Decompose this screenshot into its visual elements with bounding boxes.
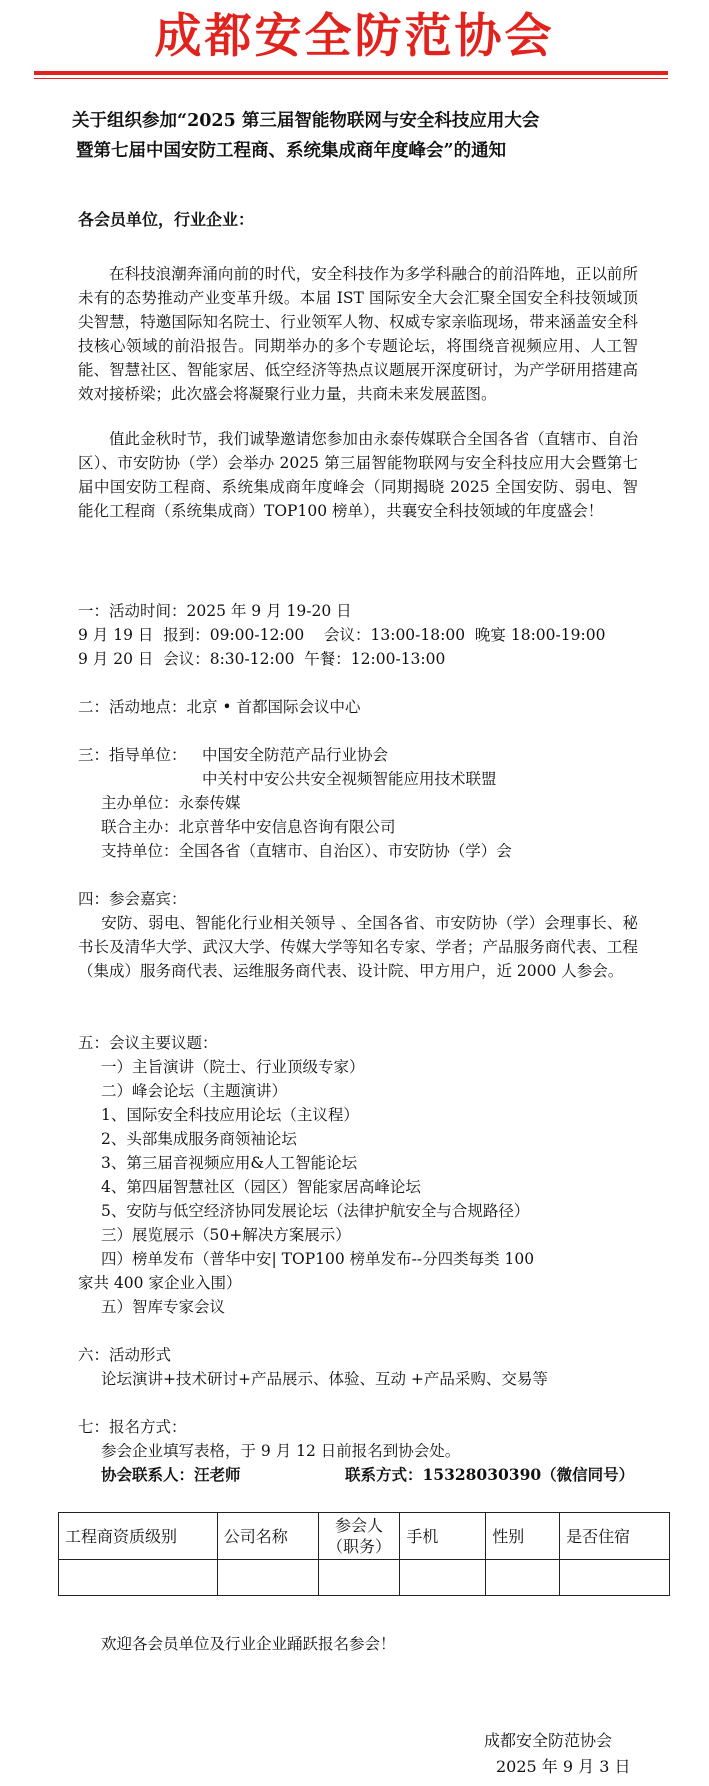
registration-table [58,1512,670,1596]
table-cell-company[interactable] [217,1560,318,1596]
topic-item: 二）峰会论坛（主题演讲） [101,1082,288,1100]
salutation: 各会员单位，行业企业： [78,210,255,229]
column-header-gender: 性别 [486,1513,560,1560]
guide-unit-2: 中关村中安公共安全视频智能应用技术联盟 [202,770,497,788]
contact-person: 协会联系人：汪老师 [101,1465,241,1484]
format-description: 论坛演讲+技术研讨+产品展示、体验、互动 +产品采购、交易等 [101,1370,548,1388]
section-registration-heading: 七：报名方式： [78,1418,187,1436]
cohost-unit: 联合主办：北京普华中安信息咨询有限公司 [101,818,396,836]
table-cell-attendee[interactable] [318,1560,400,1596]
column-header-company: 公司名称 [217,1513,318,1560]
section-guests-heading: 四：参会嘉宾： [78,890,187,908]
table-cell-qualification[interactable] [59,1560,218,1596]
table-cell-gender[interactable] [486,1560,560,1596]
table-row [59,1560,670,1596]
title-line-1: 关于组织参加“2025 第三届智能物联网与安全科技应用大会 [72,111,540,131]
topic-item: 5、安防与低空经济协同发展论坛（法律护航安全与合规路径） [101,1202,530,1220]
topic-item: 2、头部集成服务商领袖论坛 [101,1130,297,1148]
association-masthead: 成都安全防范协会 [154,9,555,64]
table-header-row [59,1513,670,1560]
attendee-position-label: （职务） [326,1537,391,1556]
signature-date: 2025 年 9 月 3 日 [496,1757,631,1776]
topic-item: 1、国际安全科技应用论坛（主议程） [101,1106,359,1124]
support-unit: 支持单位：全国各省（直辖市、自治区）、市安防协（学）会 [101,842,512,860]
topic-item: 三）展览展示（50+解决方案展示） [101,1226,351,1244]
closing-invitation: 欢迎各会员单位及行业企业踊跃报名参会！ [101,1635,396,1653]
schedule-day-2: 9 月 20 日 会议：8:30-12:00 午餐：12:00-13:00 [78,650,446,668]
section-time-heading: 一：活动时间：2025 年 9 月 19-20 日 [78,602,352,620]
section-organizers-label: 三：指导单位： [78,746,187,764]
intro-paragraph-1: 在科技浪潮奔涌向前的时代，安全科技作为多学科融合的前沿阵地，正以前所未有的态势推动产业变革升级。本届 IST 国际安全大会汇聚全国安全科技领域顶尖智慧，特邀国际知名院士、行业领军人物、权威专家亲临现场，带来涵盖安全科技核心领域的前沿报告。同期举办的多个专题论坛，将围绕音视频应用、人工智能、智慧社区、智能家居、低空经济等热点议题展开深度研讨，为产学研用搭建高效对接桥梁；此次盛会将凝聚行业力量，共商未来发展蓝图。 [78,265,638,403]
topic-item: 四）榜单发布（普华中安| TOP100 榜单发布--分四类每类 100 [101,1250,535,1268]
host-unit: 主办单位：永泰传媒 [101,794,241,812]
column-header-attendee [318,1513,400,1560]
header-rule-thick [34,71,668,75]
guide-unit-1: 中国安全防范产品行业协会 [202,746,389,764]
section-venue: 二：活动地点：北京 • 首都国际会议中心 [78,698,361,716]
topic-item-continued: 家共 400 家企业入围） [78,1274,242,1292]
table-cell-accommodation[interactable] [560,1560,670,1596]
attendee-label: 参会人 [334,1516,383,1535]
column-header-qualification: 工程商资质级别 [59,1513,218,1560]
table-cell-phone[interactable] [400,1560,486,1596]
header-rule-thin [34,78,668,79]
registration-instruction: 参会企业填写表格，于 9 月 12 日前报名到协会处。 [101,1442,461,1460]
contact-phone: 联系方式：15328030390（微信同号） [345,1465,635,1484]
topic-item: 3、第三届音视频应用&人工智能论坛 [101,1154,358,1172]
guests-description: 安防、弱电、智能化行业相关领导 、全国各省、市安防协（学）会理事长、秘书长及清华大学、武汉大学、传媒大学等知名专家、学者；产品服务商代表、工程（集成）服务商代表、运维服务商代表、设计院、甲方用户，近 2000 人参会。 [78,914,638,980]
column-header-accommodation: 是否住宿 [560,1513,670,1560]
signature-organization: 成都安全防范协会 [484,1731,613,1750]
section-format-heading: 六：活动形式 [78,1346,172,1364]
topic-item: 五）智库专家会议 [101,1298,226,1316]
section-topics-heading: 五：会议主要议题： [78,1034,218,1052]
notice-title [72,106,672,166]
topic-item: 一）主旨演讲（院士、行业顶级专家） [101,1058,365,1076]
title-line-2: 暨第七届中国安防工程商、系统集成商年度峰会”的通知 [76,141,507,161]
intro-paragraph-2: 值此金秋时节，我们诚挚邀请您参加由永泰传媒联合全国各省（直辖市、自治区）、市安防协（学）会举办 2025 第三届智能物联网与安全科技应用大会暨第七届中国安防工程商、系统集成商年度峰会（同期揭晓 2025 全国安防、弱电、智能化工程商（系统集成商）TOP100 榜单），共襄安全科技领域的年度盛会！ [78,430,638,520]
column-header-phone: 手机 [400,1513,486,1560]
schedule-day-1: 9 月 19 日 报到：09:00-12:00 会议：13:00-18:00 晚宴 18:00-19:00 [78,626,606,644]
topic-item: 4、第四届智慧社区（园区）智能家居高峰论坛 [101,1178,421,1196]
